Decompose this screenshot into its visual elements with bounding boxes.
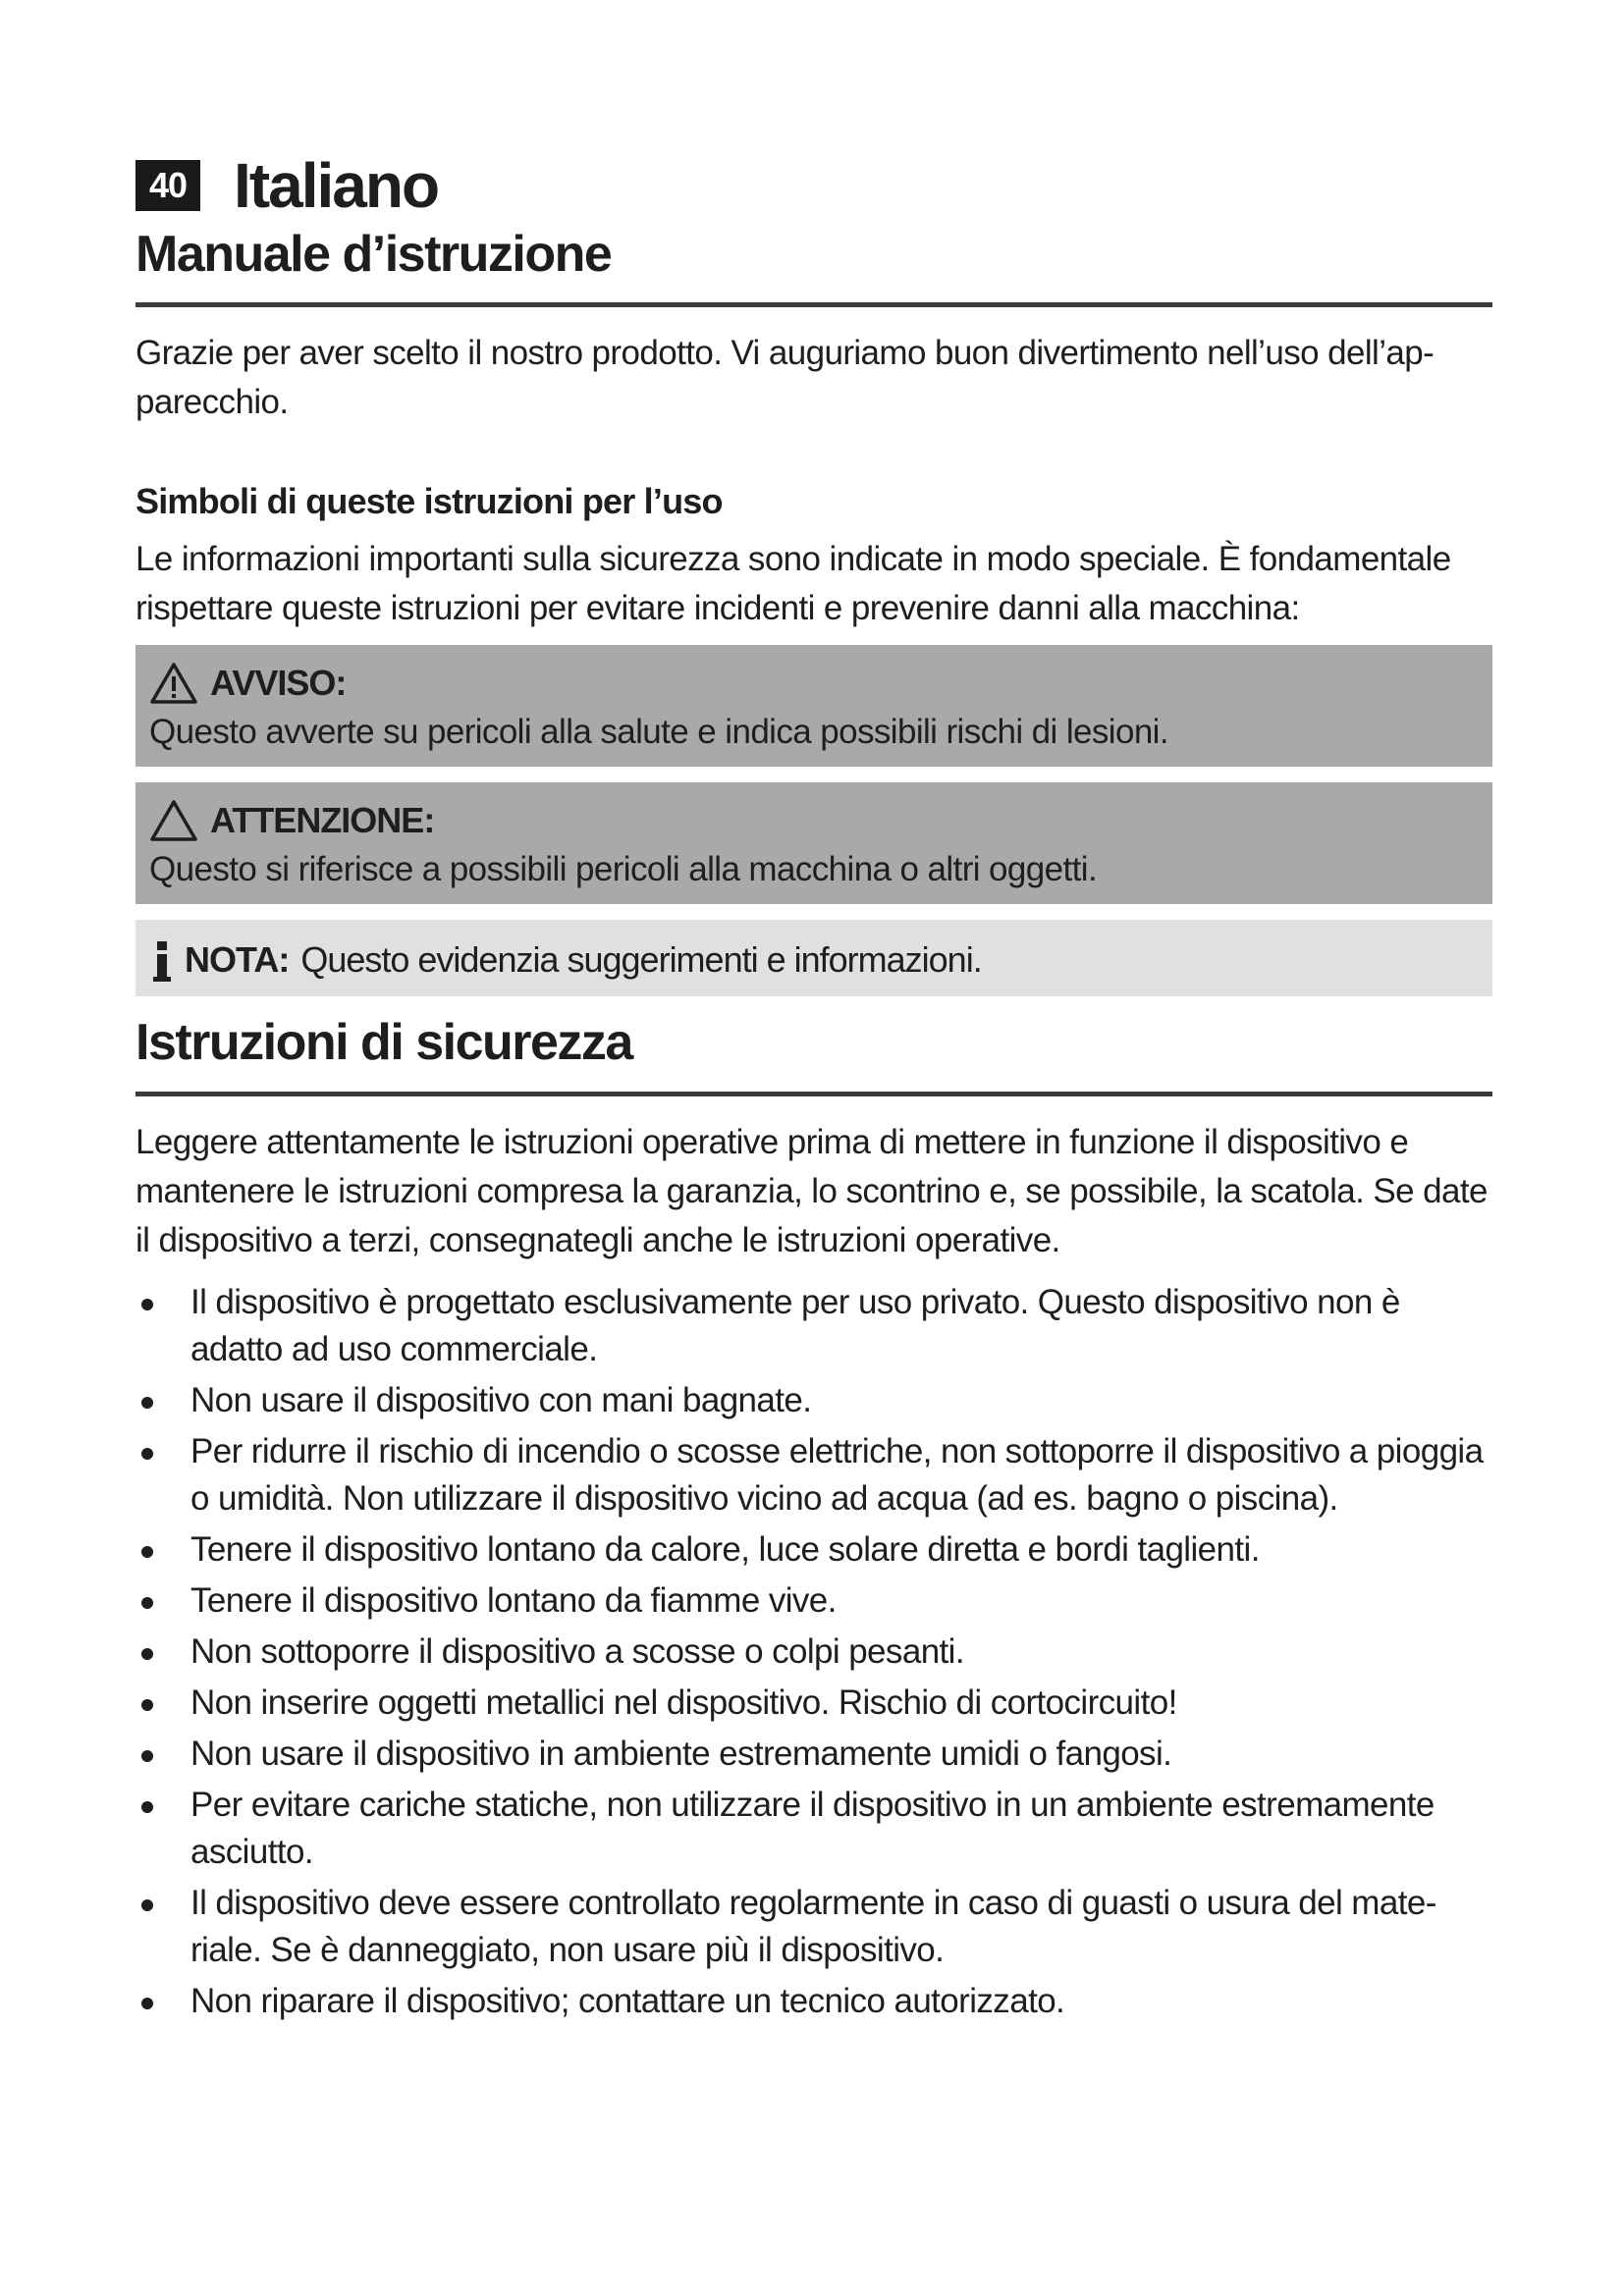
warning-triangle-icon	[149, 662, 198, 705]
notice-avviso	[135, 645, 1492, 767]
notice-avviso-text: Questo avverte su pericoli alla salute e indica possibili rischi di lesioni.	[149, 713, 1168, 752]
symbols-title: Simboli di queste istruzioni per l’uso	[135, 481, 723, 522]
manual-title: Manuale d’istruzione	[135, 226, 612, 283]
page-number: 40	[135, 160, 200, 211]
manual-intro: Grazie per aver scelto il nostro prodotto. Vi auguriamo buon divertimento nell’uso dell’ap-parecchio.	[135, 334, 1435, 422]
list-item: Per evitare cariche statiche, non utilizzare il dispositivo in un ambiente estremamente asciutto.	[135, 1782, 1492, 1876]
safety-title: Istruzioni di sicurezza	[135, 1014, 632, 1072]
list-item: Non sottoporre il dispositivo a scosse o colpi pesanti.	[135, 1629, 1492, 1676]
notice-avviso-label: AVVISO:	[210, 663, 347, 704]
page-header	[135, 147, 1492, 224]
notice-attenzione-head	[149, 796, 1479, 845]
language-heading: Italiano	[234, 150, 439, 221]
manual-page	[135, 147, 1492, 2029]
notice-attenzione-label: ATTENZIONE:	[210, 800, 435, 841]
symbols-text: Le informazioni importanti sulla sicurezza sono indicate in modo speciale. È fondamentale rispettare queste istruzioni per evitare incidenti e prevenire danni alla macchina:	[135, 540, 1451, 628]
notice-attenzione	[135, 782, 1492, 904]
list-item: Non inserire oggetti metallici nel dispositivo. Rischio di cortocircuito!	[135, 1680, 1492, 1727]
safety-list	[135, 1279, 1492, 2025]
info-icon	[149, 935, 175, 985]
safety-intro: Leggere attentamente le istruzioni operative prima di mettere in funzione il dispositivo e mantenere le istruzioni compresa la garanzia, lo scontrino e, se possibile, la scatola. Se date il dispositivo a terzi, consegnategli anche le istruzioni operative.	[135, 1122, 1488, 1259]
notice-nota-head	[149, 935, 1479, 985]
notice-avviso-head	[149, 659, 1479, 708]
notice-nota-text: Questo evidenzia suggerimenti e informazioni.	[300, 939, 982, 981]
list-item: Per ridurre il rischio di incendio o scosse elettriche, non sottoporre il dispositivo a pioggia o umidità. Non utilizzare il dispositivo vicino ad acqua (ad es. bagno o piscina).	[135, 1428, 1492, 1522]
list-item: Il dispositivo è progettato esclusivamente per uso privato. Questo dispositivo non è adatto ad uso commerciale.	[135, 1279, 1492, 1373]
list-item: Il dispositivo deve essere controllato regolarmente in caso di guasti o usura del mate-riale. Se è danneggiato, non usare più il dispositivo.	[135, 1880, 1492, 1974]
notice-nota-label: NOTA:	[185, 939, 290, 981]
notice-nota	[135, 920, 1492, 996]
safety-divider	[135, 1092, 1492, 1096]
list-item: Non usare il dispositivo con mani bagnate.	[135, 1377, 1492, 1424]
list-item: Non usare il dispositivo in ambiente estremamente umidi o fangosi.	[135, 1731, 1492, 1778]
list-item: Non riparare il dispositivo; contattare un tecnico autorizzato.	[135, 1978, 1492, 2025]
title-divider	[135, 302, 1492, 307]
notice-attenzione-text: Questo si riferisce a possibili pericoli alla macchina o altri oggetti.	[149, 850, 1098, 889]
list-item: Tenere il dispositivo lontano da calore, luce solare diretta e bordi taglienti.	[135, 1526, 1492, 1574]
caution-triangle-icon	[149, 799, 198, 842]
list-item: Tenere il dispositivo lontano da fiamme vive.	[135, 1577, 1492, 1625]
